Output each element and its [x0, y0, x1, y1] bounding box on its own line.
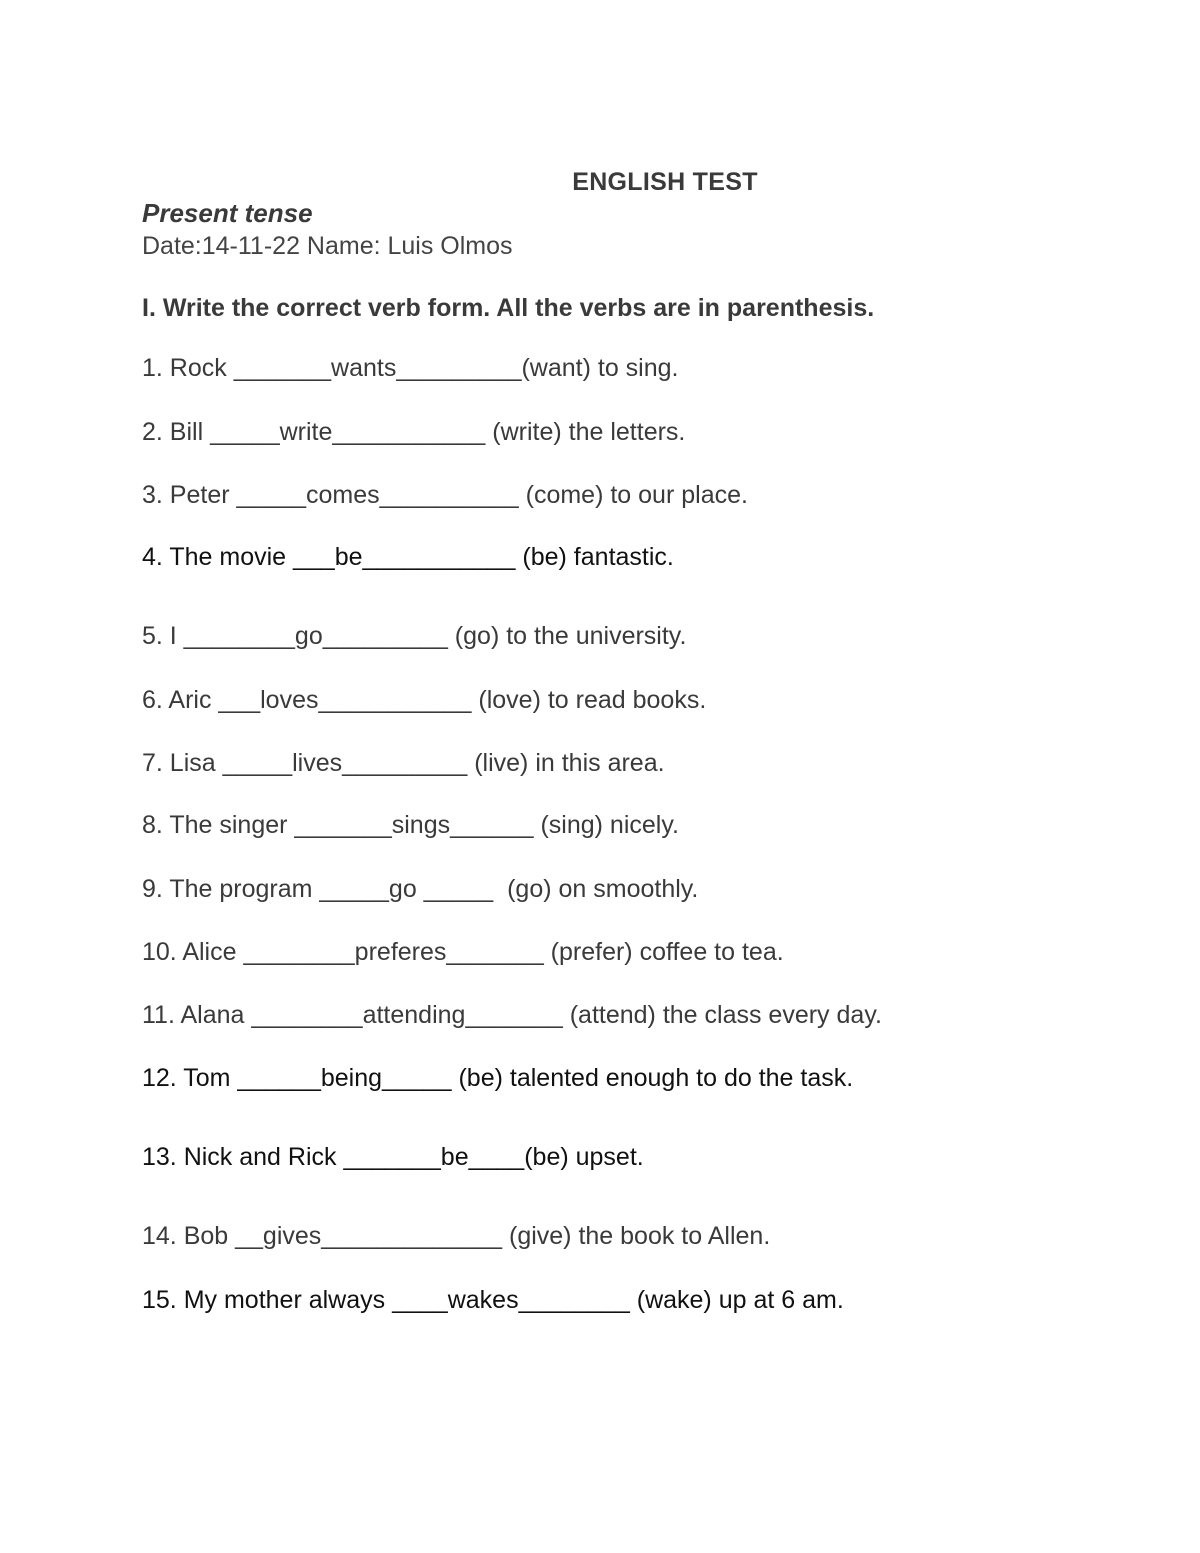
exercise-item-1: 1. Rock _______wants_________(want) to sing. [142, 354, 679, 382]
exercise-item-11: 11. Alana ________attending_______ (attend) the class every day. [142, 1001, 882, 1029]
exercise-item-4: 4. The movie ___be___________ (be) fantastic. [142, 543, 674, 571]
exercise-item-5: 5. I ________go_________ (go) to the university. [142, 622, 687, 650]
exercise-item-13: 13. Nick and Rick _______be____(be) upset. [142, 1143, 644, 1171]
exercise-item-6: 6. Aric ___loves___________ (love) to read books. [142, 686, 707, 714]
exercise-item-2: 2. Bill _____write___________ (write) the letters. [142, 418, 686, 446]
exercise-item-8: 8. The singer _______sings______ (sing) nicely. [142, 811, 679, 839]
date-name-line: Date:14-11-22 Name: Luis Olmos [142, 232, 513, 260]
exercise-item-9: 9. The program _____go _____ (go) on smoothly. [142, 875, 699, 903]
exercise-item-15: 15. My mother always ____wakes________ (wake) up at 6 am. [142, 1286, 844, 1314]
exercise-item-7: 7. Lisa _____lives_________ (live) in this area. [142, 749, 665, 777]
exercise-item-10: 10. Alice ________preferes_______ (prefer) coffee to tea. [142, 938, 784, 966]
test-subtitle: Present tense [142, 198, 313, 228]
exercise-item-3: 3. Peter _____comes__________ (come) to our place. [142, 481, 748, 509]
exercise-item-12: 12. Tom ______being_____ (be) talented enough to do the task. [142, 1064, 854, 1092]
section-instruction: I. Write the correct verb form. All the verbs are in parenthesis. [142, 294, 875, 322]
exercise-item-14: 14. Bob __gives_____________ (give) the book to Allen. [142, 1222, 771, 1250]
test-title: ENGLISH TEST [572, 168, 758, 196]
